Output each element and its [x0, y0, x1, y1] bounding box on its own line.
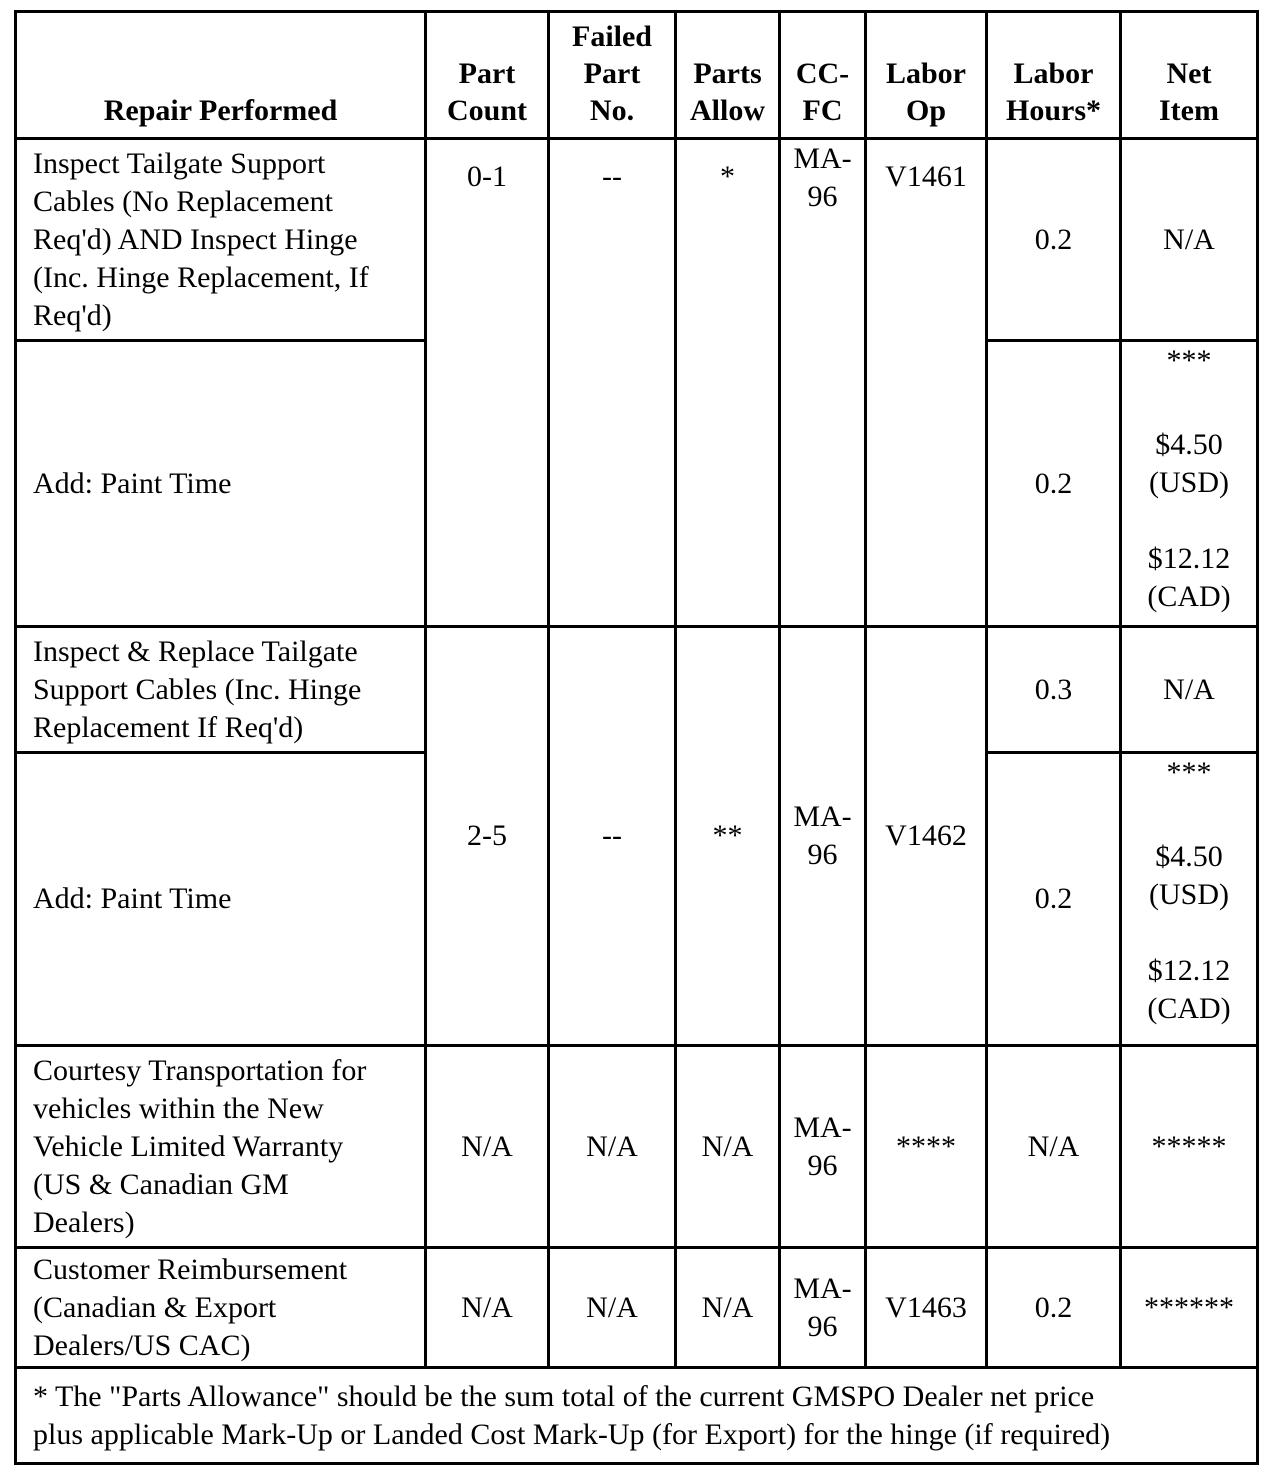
failed-part-cell: N/A	[549, 1046, 676, 1248]
parts-allow-cell: *	[676, 139, 780, 627]
table-row	[16, 1046, 1258, 1248]
net-item-cell: *****	[1121, 1046, 1258, 1248]
repair-labor-table	[14, 10, 1259, 1465]
header-repair-performed: Repair Performed	[16, 12, 426, 139]
repair-description: Customer Reimbursement (Canadian & Export Dealers/US CAC)	[16, 1248, 426, 1368]
parts-allow-cell: **	[676, 627, 780, 1046]
labor-hours-cell: 0.2	[987, 1248, 1121, 1368]
cc-fc-cell: MA- 96	[780, 139, 866, 627]
labor-table-container	[14, 10, 1259, 1465]
footnote-row	[16, 1368, 1258, 1464]
labor-hours-cell: 0.2	[987, 139, 1121, 341]
labor-op-cell: V1462	[866, 627, 987, 1046]
parts-allow-cell: N/A	[676, 1248, 780, 1368]
header-cc-fc: CC- FC	[780, 12, 866, 139]
labor-op-cell: V1461	[866, 139, 987, 627]
labor-op-cell: V1463	[866, 1248, 987, 1368]
repair-description: Add: Paint Time	[16, 341, 426, 627]
table-row	[16, 627, 1258, 753]
net-item-cell: *** $4.50 (USD) $12.12 (CAD)	[1121, 753, 1258, 1046]
cc-fc-cell: MA- 96	[780, 627, 866, 1046]
failed-part-cell: --	[549, 627, 676, 1046]
failed-part-cell: --	[549, 139, 676, 627]
part-count-cell: N/A	[426, 1248, 549, 1368]
failed-part-cell: N/A	[549, 1248, 676, 1368]
footnote: * The "Parts Allowance" should be the sum total of the current GMSPO Dealer net price plus applicable Mark-Up or Landed Cost Mark-Up (for Export) for the hinge (if required)	[16, 1368, 1258, 1464]
header-labor-hours: Labor Hours*	[987, 12, 1121, 139]
labor-hours-cell: 0.3	[987, 627, 1121, 753]
table-row	[16, 139, 1258, 341]
header-parts-allow: Parts Allow	[676, 12, 780, 139]
net-item-cell: N/A	[1121, 139, 1258, 341]
part-count-cell: 2-5	[426, 627, 549, 1046]
labor-hours-cell: N/A	[987, 1046, 1121, 1248]
labor-hours-cell: 0.2	[987, 753, 1121, 1046]
cc-fc-cell: MA- 96	[780, 1046, 866, 1248]
labor-hours-cell: 0.2	[987, 341, 1121, 627]
repair-description: Add: Paint Time	[16, 753, 426, 1046]
part-count-cell: N/A	[426, 1046, 549, 1248]
parts-allow-cell: N/A	[676, 1046, 780, 1248]
repair-description: Inspect Tailgate Support Cables (No Replacement Req'd) AND Inspect Hinge (Inc. Hinge Replacement, If Req'd)	[16, 139, 426, 341]
header-part-count: Part Count	[426, 12, 549, 139]
header-net-item: Net Item	[1121, 12, 1258, 139]
net-item-cell: *** $4.50 (USD) $12.12 (CAD)	[1121, 341, 1258, 627]
net-item-cell: N/A	[1121, 627, 1258, 753]
net-item-cell: ******	[1121, 1248, 1258, 1368]
labor-op-cell: ****	[866, 1046, 987, 1248]
header-row	[16, 12, 1258, 139]
repair-description: Inspect & Replace Tailgate Support Cables (Inc. Hinge Replacement If Req'd)	[16, 627, 426, 753]
part-count-cell: 0-1	[426, 139, 549, 627]
header-failed-part-no: Failed Part No.	[549, 12, 676, 139]
repair-description: Courtesy Transportation for vehicles within the New Vehicle Limited Warranty (US & Canadian GM Dealers)	[16, 1046, 426, 1248]
cc-fc-cell: MA- 96	[780, 1248, 866, 1368]
header-labor-op: Labor Op	[866, 12, 987, 139]
table-row	[16, 1248, 1258, 1368]
